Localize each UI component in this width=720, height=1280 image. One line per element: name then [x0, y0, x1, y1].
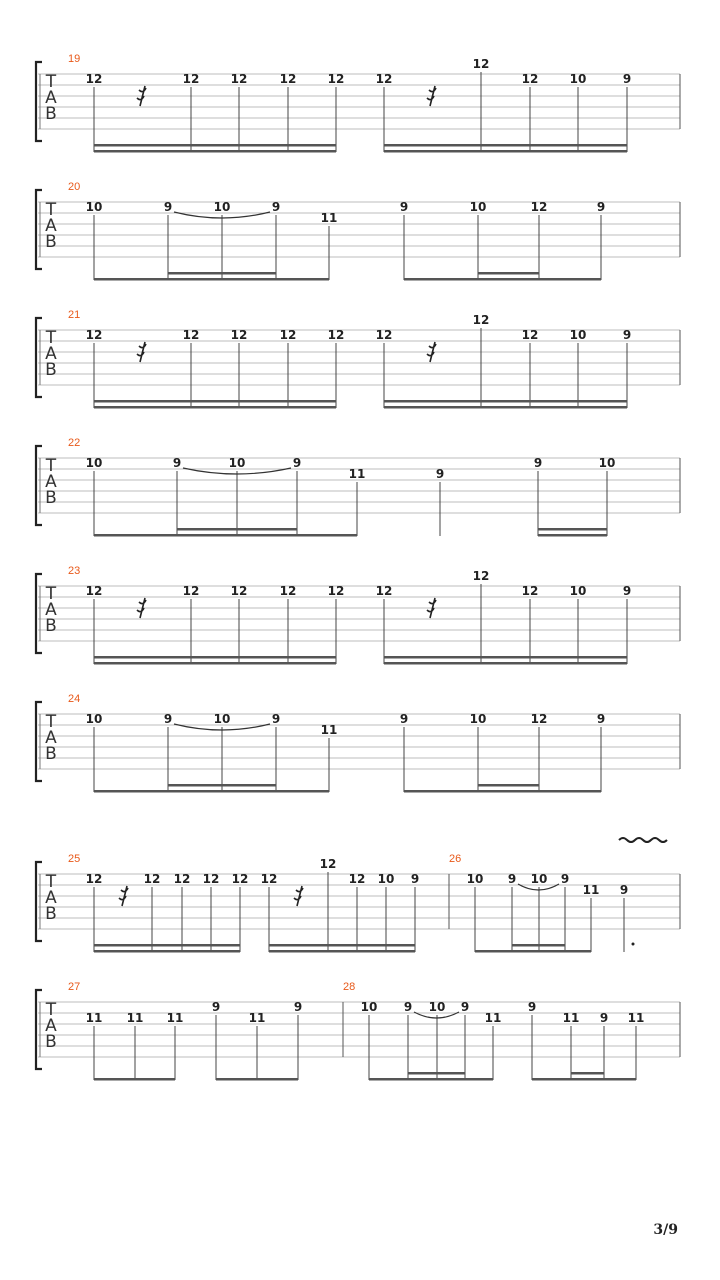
measure-24 [68, 693, 605, 793]
beam [384, 406, 627, 409]
fret-number: 12 [375, 584, 393, 598]
measure-number: 28 [343, 981, 356, 993]
fret-number: 9 [619, 883, 629, 897]
beam [478, 784, 539, 787]
beam [168, 278, 276, 281]
fret-number: 11 [562, 1011, 580, 1025]
fret-number: 9 [211, 1000, 221, 1014]
fret-number: 9 [410, 872, 420, 886]
beam [475, 950, 591, 953]
fret-number: 10 [530, 872, 548, 886]
beam [168, 784, 276, 787]
fret-number: 12 [521, 328, 539, 342]
tab-clef-letter: A [45, 1016, 57, 1036]
fret-number: 12 [327, 584, 345, 598]
measure-25 [68, 853, 419, 953]
tab-clef-letter: A [45, 472, 57, 492]
tab-clef-letter: B [45, 104, 57, 124]
measure-number: 20 [68, 181, 81, 193]
fret-number: 12 [173, 872, 191, 886]
vibrato-marking [619, 838, 667, 842]
beam [94, 406, 336, 409]
beam [269, 944, 415, 947]
fret-number: 9 [399, 200, 409, 214]
fret-number: 12 [375, 72, 393, 86]
fret-number: 12 [319, 857, 337, 871]
fret-number: 12 [375, 328, 393, 342]
tab-clef-letter: A [45, 216, 57, 236]
beam [478, 790, 539, 793]
tab-clef-letter: B [45, 232, 57, 252]
beam [94, 662, 336, 665]
tab-clef-letter: B [45, 488, 57, 508]
beam [384, 144, 627, 147]
fret-number: 12 [230, 72, 248, 86]
tab-staff [36, 990, 680, 1069]
tab-clef-letter: A [45, 600, 57, 620]
beam [269, 950, 415, 953]
fret-number: 9 [599, 1011, 609, 1025]
tab-staff [36, 702, 680, 781]
fret-number: 12 [85, 584, 103, 598]
fret-number: 10 [360, 1000, 378, 1014]
tab-staff [36, 446, 680, 525]
fret-number: 9 [163, 200, 173, 214]
tab-clef-letter: A [45, 728, 57, 748]
fret-number: 12 [143, 872, 161, 886]
measure-number: 27 [68, 981, 81, 993]
fret-number: 11 [85, 1011, 103, 1025]
fret-number: 11 [320, 211, 338, 225]
fret-number: 9 [292, 456, 302, 470]
measure-number: 24 [68, 693, 81, 705]
measure-19 [68, 53, 631, 153]
tab-clef-letter: B [45, 744, 57, 764]
dot [632, 943, 635, 946]
fret-number: 11 [166, 1011, 184, 1025]
measure-22 [68, 437, 615, 537]
beam [216, 1078, 298, 1081]
fret-number: 12 [231, 872, 249, 886]
fret-number: 11 [582, 883, 600, 897]
fret-number: 10 [85, 456, 103, 470]
fret-number: 12 [472, 313, 490, 327]
tab-clef-letter: B [45, 904, 57, 924]
page-number: 3/9 [653, 1222, 678, 1238]
fret-number: 9 [622, 72, 632, 86]
fret-number: 10 [469, 712, 487, 726]
fret-number: 9 [293, 1000, 303, 1014]
tab-clef-letter: T [45, 72, 57, 92]
fret-number: 9 [172, 456, 182, 470]
fret-number: 9 [271, 200, 281, 214]
beam [94, 1078, 175, 1081]
fret-number: 9 [460, 1000, 470, 1014]
beam [512, 944, 565, 947]
tab-clef-letter: T [45, 456, 57, 476]
fret-number: 12 [85, 328, 103, 342]
tab-clef-letter: T [45, 712, 57, 732]
fret-number: 12 [327, 72, 345, 86]
tab-clef-letter: B [45, 360, 57, 380]
tab-clef-letter: B [45, 616, 57, 636]
fret-number: 9 [163, 712, 173, 726]
measure-number: 19 [68, 53, 81, 65]
fret-number: 12 [521, 584, 539, 598]
fret-number: 10 [213, 712, 231, 726]
beam [384, 150, 627, 153]
tab-clef-letter: A [45, 344, 57, 364]
fret-number: 10 [377, 872, 395, 886]
fret-number: 9 [527, 1000, 537, 1014]
tab-clef-letter: T [45, 328, 57, 348]
fret-number: 12 [85, 872, 103, 886]
fret-number: 9 [596, 712, 606, 726]
fret-number: 11 [126, 1011, 144, 1025]
measure-28 [343, 981, 644, 1081]
measure-26 [449, 853, 628, 953]
beam [384, 656, 627, 659]
fret-number: 10 [213, 200, 231, 214]
fret-number: 12 [279, 328, 297, 342]
tab-staff [36, 190, 680, 269]
fret-number: 12 [230, 584, 248, 598]
beam [538, 534, 607, 537]
fret-number: 10 [569, 328, 587, 342]
tab-clef-letter: B [45, 1032, 57, 1052]
fret-number: 9 [271, 712, 281, 726]
fret-number: 10 [598, 456, 616, 470]
beam [478, 278, 539, 281]
fret-number: 9 [622, 584, 632, 598]
fret-number: 9 [507, 872, 517, 886]
measure-number: 21 [68, 309, 81, 321]
fret-number: 9 [399, 712, 409, 726]
fret-number: 12 [182, 328, 200, 342]
beam [94, 534, 357, 537]
measure-23 [68, 565, 631, 665]
measure-number: 25 [68, 853, 81, 865]
measure-21 [68, 309, 631, 409]
fret-number: 12 [530, 712, 548, 726]
beam [384, 662, 627, 665]
tab-clef-letter: A [45, 88, 57, 108]
measure-20 [68, 181, 605, 281]
beam [168, 272, 276, 275]
fret-number: 11 [627, 1011, 645, 1025]
beam [94, 944, 240, 947]
fret-number: 10 [228, 456, 246, 470]
fret-number: 12 [182, 584, 200, 598]
measure-number: 23 [68, 565, 81, 577]
beam [478, 272, 539, 275]
fret-number: 12 [472, 569, 490, 583]
tab-clef-letter: T [45, 872, 57, 892]
fret-number: 12 [348, 872, 366, 886]
beam [369, 1078, 493, 1081]
measure-number: 22 [68, 437, 81, 449]
fret-number: 10 [85, 712, 103, 726]
beam [94, 150, 336, 153]
fret-number: 9 [403, 1000, 413, 1014]
fret-number: 12 [472, 57, 490, 71]
fret-number: 9 [435, 467, 445, 481]
fret-number: 12 [530, 200, 548, 214]
tab-clef-letter: T [45, 584, 57, 604]
fret-number: 11 [348, 467, 366, 481]
fret-number: 12 [521, 72, 539, 86]
beam [571, 1072, 604, 1075]
fret-number: 12 [230, 328, 248, 342]
beam [94, 950, 240, 953]
beam [94, 656, 336, 659]
fret-number: 11 [248, 1011, 266, 1025]
fret-number: 10 [569, 72, 587, 86]
tab-clef-letter: A [45, 888, 57, 908]
fret-number: 10 [428, 1000, 446, 1014]
fret-number: 12 [279, 584, 297, 598]
fret-number: 9 [560, 872, 570, 886]
beam [177, 528, 297, 531]
fret-number: 12 [260, 872, 278, 886]
beam [538, 528, 607, 531]
beam [408, 1072, 465, 1075]
fret-number: 9 [596, 200, 606, 214]
fret-number: 12 [279, 72, 297, 86]
fret-number: 9 [622, 328, 632, 342]
beam [532, 1078, 636, 1081]
tab-clef-letter: T [45, 1000, 57, 1020]
fret-number: 10 [469, 200, 487, 214]
fret-number: 11 [320, 723, 338, 737]
beam [168, 790, 276, 793]
fret-number: 10 [569, 584, 587, 598]
beam [94, 144, 336, 147]
fret-number: 12 [85, 72, 103, 86]
fret-number: 12 [327, 328, 345, 342]
beam [384, 400, 627, 403]
measure-27 [68, 981, 302, 1081]
fret-number: 12 [202, 872, 220, 886]
fret-number: 10 [85, 200, 103, 214]
measure-number: 26 [449, 853, 462, 865]
beam [94, 400, 336, 403]
fret-number: 12 [182, 72, 200, 86]
fret-number: 10 [466, 872, 484, 886]
fret-number: 9 [533, 456, 543, 470]
fret-number: 11 [484, 1011, 502, 1025]
tab-clef-letter: T [45, 200, 57, 220]
